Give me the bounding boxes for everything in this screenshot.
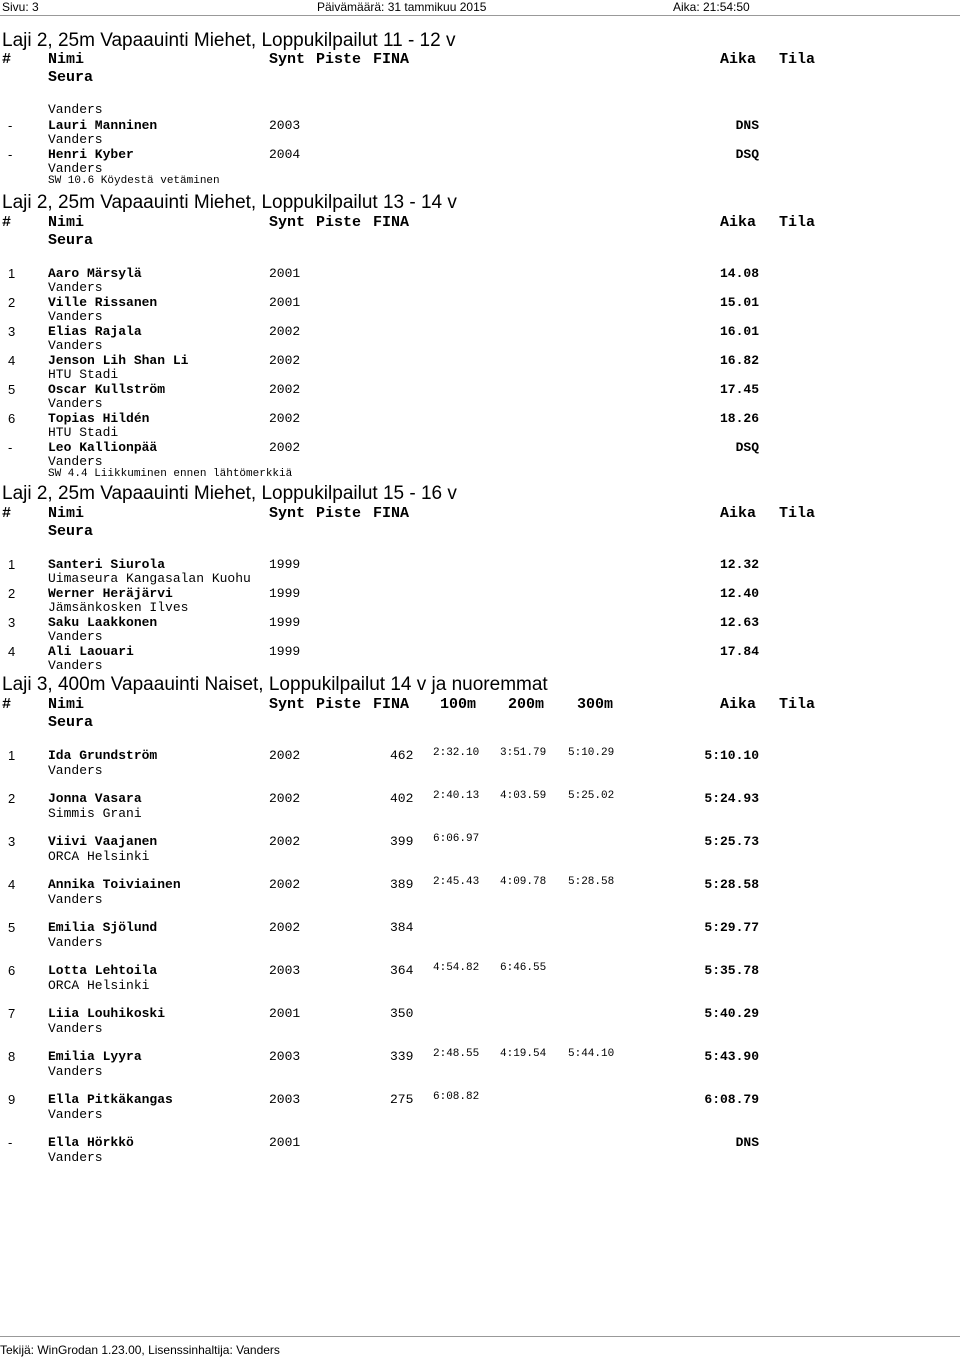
column-header-300m: 300m xyxy=(577,696,614,713)
swimmer-name: Jonna Vasara xyxy=(48,791,142,806)
birth-year: 2001 xyxy=(269,266,301,281)
column-header-birth: Synt xyxy=(269,214,306,231)
place: 3 xyxy=(8,834,16,849)
birth-year: 2002 xyxy=(269,834,301,849)
place: 8 xyxy=(8,1049,16,1064)
birth-year: 2001 xyxy=(269,295,301,310)
club-name: Vanders xyxy=(48,396,103,411)
place: 1 xyxy=(8,266,16,281)
result-time: 16.01 xyxy=(719,324,759,339)
place: 7 xyxy=(8,1006,16,1021)
result-time: 18.26 xyxy=(719,411,759,426)
column-header-name: Nimi xyxy=(48,214,85,231)
birth-year: 2002 xyxy=(269,877,301,892)
fina-points: 462 xyxy=(390,748,414,763)
fina-points: 402 xyxy=(390,791,414,806)
footer-text: Tekijä: WinGrodan 1.23.00, Lisenssinhaltija: Vanders xyxy=(0,1343,280,1357)
column-header-fina: FINA xyxy=(373,51,410,68)
swimmer-name: Lotta Lehtoila xyxy=(48,963,158,978)
club-name: Vanders xyxy=(48,763,103,778)
club-name: Simmis Grani xyxy=(48,806,142,821)
split-100m: 4:54.82 xyxy=(433,962,480,974)
event-title: Laji 3, 400m Vapaauinti Naiset, Loppukilpailut 14 v ja nuoremmat xyxy=(2,674,548,695)
column-header-birth: Synt xyxy=(269,696,306,713)
birth-year: 2004 xyxy=(269,147,301,162)
fina-points: 364 xyxy=(390,963,414,978)
swimmer-name: Werner Heräjärvi xyxy=(48,586,173,601)
column-header-club: Seura xyxy=(48,69,94,86)
fina-points: 399 xyxy=(390,834,414,849)
swimmer-name: Santeri Siurola xyxy=(48,557,166,572)
club-name: Vanders xyxy=(48,280,103,295)
place: 6 xyxy=(8,963,16,978)
column-header-100m: 100m xyxy=(440,696,477,713)
result-time: 5:25.73 xyxy=(704,834,759,849)
club-name: Vanders xyxy=(48,1064,103,1079)
birth-year: 2001 xyxy=(269,1006,301,1021)
swimmer-name: Liia Louhikoski xyxy=(48,1006,166,1021)
header-divider xyxy=(0,15,960,16)
birth-year: 1999 xyxy=(269,615,301,630)
birth-year: 2003 xyxy=(269,963,301,978)
swimmer-name: Topias Hildén xyxy=(48,411,150,426)
page-header xyxy=(0,0,960,12)
birth-year: 2002 xyxy=(269,791,301,806)
birth-year: 2002 xyxy=(269,382,301,397)
club-name: Vanders xyxy=(48,102,103,117)
club-name: Vanders xyxy=(48,892,103,907)
place: 1 xyxy=(8,557,16,572)
club-name: Vanders xyxy=(48,1150,103,1165)
birth-year: 2002 xyxy=(269,324,301,339)
place: 3 xyxy=(8,324,16,339)
column-header-hash: # xyxy=(2,214,12,231)
birth-year: 2003 xyxy=(269,1049,301,1064)
result-time: 12.32 xyxy=(719,557,759,572)
print-time: Aika: 21:54:50 xyxy=(673,0,750,14)
column-header-club: Seura xyxy=(48,714,94,731)
column-header-fina: FINA xyxy=(373,214,410,231)
birth-year: 1999 xyxy=(269,557,301,572)
swimmer-name: Ville Rissanen xyxy=(48,295,158,310)
column-header-name: Nimi xyxy=(48,696,85,713)
swimmer-name: Emilia Lyyra xyxy=(48,1049,142,1064)
result-time: 12.40 xyxy=(719,586,759,601)
split-100m: 2:32.10 xyxy=(433,747,480,759)
swimmer-name: Saku Laakkonen xyxy=(48,615,158,630)
place: 5 xyxy=(8,920,16,935)
split-100m: 2:40.13 xyxy=(433,790,480,802)
swimmer-name: Jenson Lih Shan Li xyxy=(48,353,189,368)
split-200m: 3:51.79 xyxy=(500,747,547,759)
result-time: 5:29.77 xyxy=(704,920,759,935)
column-header-time: Aika xyxy=(720,696,757,713)
column-header-200m: 200m xyxy=(508,696,545,713)
club-name: ORCA Helsinki xyxy=(48,849,150,864)
birth-year: 2003 xyxy=(269,118,301,133)
event-title: Laji 2, 25m Vapaauinti Miehet, Loppukilpailut 15 - 16 v xyxy=(2,483,457,504)
birth-year: 2002 xyxy=(269,920,301,935)
split-300m: 5:28.58 xyxy=(568,876,615,888)
result-time: DSQ xyxy=(735,147,759,162)
swimmer-name: Ida Grundström xyxy=(48,748,158,763)
result-time: 12.63 xyxy=(719,615,759,630)
swimmer-name: Ali Laouari xyxy=(48,644,134,659)
swimmer-name: Ella Hörkkö xyxy=(48,1135,134,1150)
fina-points: 350 xyxy=(390,1006,414,1021)
split-100m: 2:48.55 xyxy=(433,1048,480,1060)
place: 4 xyxy=(8,644,16,659)
split-300m: 5:25.02 xyxy=(568,790,615,802)
column-header-fina: FINA xyxy=(373,696,410,713)
footer-divider xyxy=(0,1336,960,1337)
birth-year: 2001 xyxy=(269,1135,301,1150)
place: 1 xyxy=(8,748,16,763)
result-time: DSQ xyxy=(735,440,759,455)
swimmer-name: Leo Kallionpää xyxy=(48,440,158,455)
club-name: Vanders xyxy=(48,132,103,147)
fina-points: 339 xyxy=(390,1049,414,1064)
column-header-name: Nimi xyxy=(48,51,85,68)
fina-points: 389 xyxy=(390,877,414,892)
result-time: 5:40.29 xyxy=(704,1006,759,1021)
place: 4 xyxy=(8,877,16,892)
column-header-points: Piste xyxy=(316,696,362,713)
column-header-club: Seura xyxy=(48,232,94,249)
place: - xyxy=(8,440,13,455)
event-title: Laji 2, 25m Vapaauinti Miehet, Loppukilpailut 13 - 14 v xyxy=(2,192,457,213)
place: 3 xyxy=(8,615,16,630)
place: 6 xyxy=(8,411,16,426)
event-title: Laji 2, 25m Vapaauinti Miehet, Loppukilpailut 11 - 12 v xyxy=(2,30,456,51)
disqualification-note: SW 10.6 Köydestä vetäminen xyxy=(48,175,220,187)
split-100m: 2:45.43 xyxy=(433,876,480,888)
birth-year: 2003 xyxy=(269,1092,301,1107)
place: 2 xyxy=(8,295,16,310)
split-200m: 4:19.54 xyxy=(500,1048,547,1060)
column-header-status: Tila xyxy=(779,696,816,713)
club-name: HTU Stadi xyxy=(48,425,119,440)
club-name: Jämsänkosken Ilves xyxy=(48,600,189,615)
club-name: Vanders xyxy=(48,1021,103,1036)
swimmer-name: Ella Pitkäkangas xyxy=(48,1092,173,1107)
split-300m: 5:10.29 xyxy=(568,747,615,759)
place: 2 xyxy=(8,586,16,601)
place: - xyxy=(8,1135,13,1150)
birth-year: 2002 xyxy=(269,411,301,426)
disqualification-note: SW 4.4 Liikkuminen ennen lähtömerkkiä xyxy=(48,468,293,480)
column-header-hash: # xyxy=(2,51,12,68)
place: 4 xyxy=(8,353,16,368)
column-header-birth: Synt xyxy=(269,505,306,522)
column-header-name: Nimi xyxy=(48,505,85,522)
column-header-status: Tila xyxy=(779,214,816,231)
birth-year: 1999 xyxy=(269,644,301,659)
column-header-points: Piste xyxy=(316,214,362,231)
fina-points: 275 xyxy=(390,1092,414,1107)
swimmer-name: Oscar Kullström xyxy=(48,382,166,397)
swimmer-name: Viivi Vaajanen xyxy=(48,834,158,849)
place: - xyxy=(8,118,13,133)
club-name: Vanders xyxy=(48,658,103,673)
split-300m: 5:44.10 xyxy=(568,1048,615,1060)
column-header-hash: # xyxy=(2,505,12,522)
swimmer-name: Henri Kyber xyxy=(48,147,134,162)
club-name: Uimaseura Kangasalan Kuohu xyxy=(48,571,251,586)
column-header-fina: FINA xyxy=(373,505,410,522)
club-name: HTU Stadi xyxy=(48,367,119,382)
column-header-hash: # xyxy=(2,696,12,713)
place: - xyxy=(8,147,13,162)
club-name: Vanders xyxy=(48,1107,103,1122)
swimmer-name: Lauri Manninen xyxy=(48,118,158,133)
birth-year: 2002 xyxy=(269,748,301,763)
birth-year: 2002 xyxy=(269,440,301,455)
column-header-status: Tila xyxy=(779,505,816,522)
result-time: 5:24.93 xyxy=(704,791,759,806)
result-time: 5:10.10 xyxy=(704,748,759,763)
club-name: Vanders xyxy=(48,629,103,644)
split-200m: 6:46.55 xyxy=(500,962,547,974)
print-date: Päivämäärä: 31 tammikuu 2015 xyxy=(317,0,487,14)
place: 9 xyxy=(8,1092,16,1107)
column-header-points: Piste xyxy=(316,51,362,68)
result-time: 17.84 xyxy=(719,644,759,659)
column-header-club: Seura xyxy=(48,523,94,540)
result-time: DNS xyxy=(735,1135,759,1150)
club-name: Vanders xyxy=(48,309,103,324)
column-header-birth: Synt xyxy=(269,51,306,68)
split-200m: 4:03.59 xyxy=(500,790,547,802)
birth-year: 1999 xyxy=(269,586,301,601)
club-name: ORCA Helsinki xyxy=(48,978,150,993)
swimmer-name: Elias Rajala xyxy=(48,324,142,339)
result-time: DNS xyxy=(735,118,759,133)
result-time: 5:35.78 xyxy=(704,963,759,978)
club-name: Vanders xyxy=(48,454,103,469)
page-number: Sivu: 3 xyxy=(2,0,39,14)
result-time: 14.08 xyxy=(719,266,759,281)
column-header-points: Piste xyxy=(316,505,362,522)
result-time: 16.82 xyxy=(719,353,759,368)
split-200m: 4:09.78 xyxy=(500,876,547,888)
club-name: Vanders xyxy=(48,161,103,176)
result-time: 5:43.90 xyxy=(704,1049,759,1064)
column-header-time: Aika xyxy=(720,505,757,522)
split-100m: 6:08.82 xyxy=(433,1091,480,1103)
column-header-status: Tila xyxy=(779,51,816,68)
result-time: 5:28.58 xyxy=(704,877,759,892)
result-time: 17.45 xyxy=(719,382,759,397)
club-name: Vanders xyxy=(48,935,103,950)
column-header-time: Aika xyxy=(720,214,757,231)
place: 5 xyxy=(8,382,16,397)
club-name: Vanders xyxy=(48,338,103,353)
column-header-time: Aika xyxy=(720,51,757,68)
swimmer-name: Aaro Märsylä xyxy=(48,266,142,281)
swimmer-name: Annika Toiviainen xyxy=(48,877,181,892)
result-time: 15.01 xyxy=(719,295,759,310)
split-100m: 6:06.97 xyxy=(433,833,480,845)
birth-year: 2002 xyxy=(269,353,301,368)
swimmer-name: Emilia Sjölund xyxy=(48,920,158,935)
place: 2 xyxy=(8,791,16,806)
fina-points: 384 xyxy=(390,920,414,935)
result-time: 6:08.79 xyxy=(704,1092,759,1107)
